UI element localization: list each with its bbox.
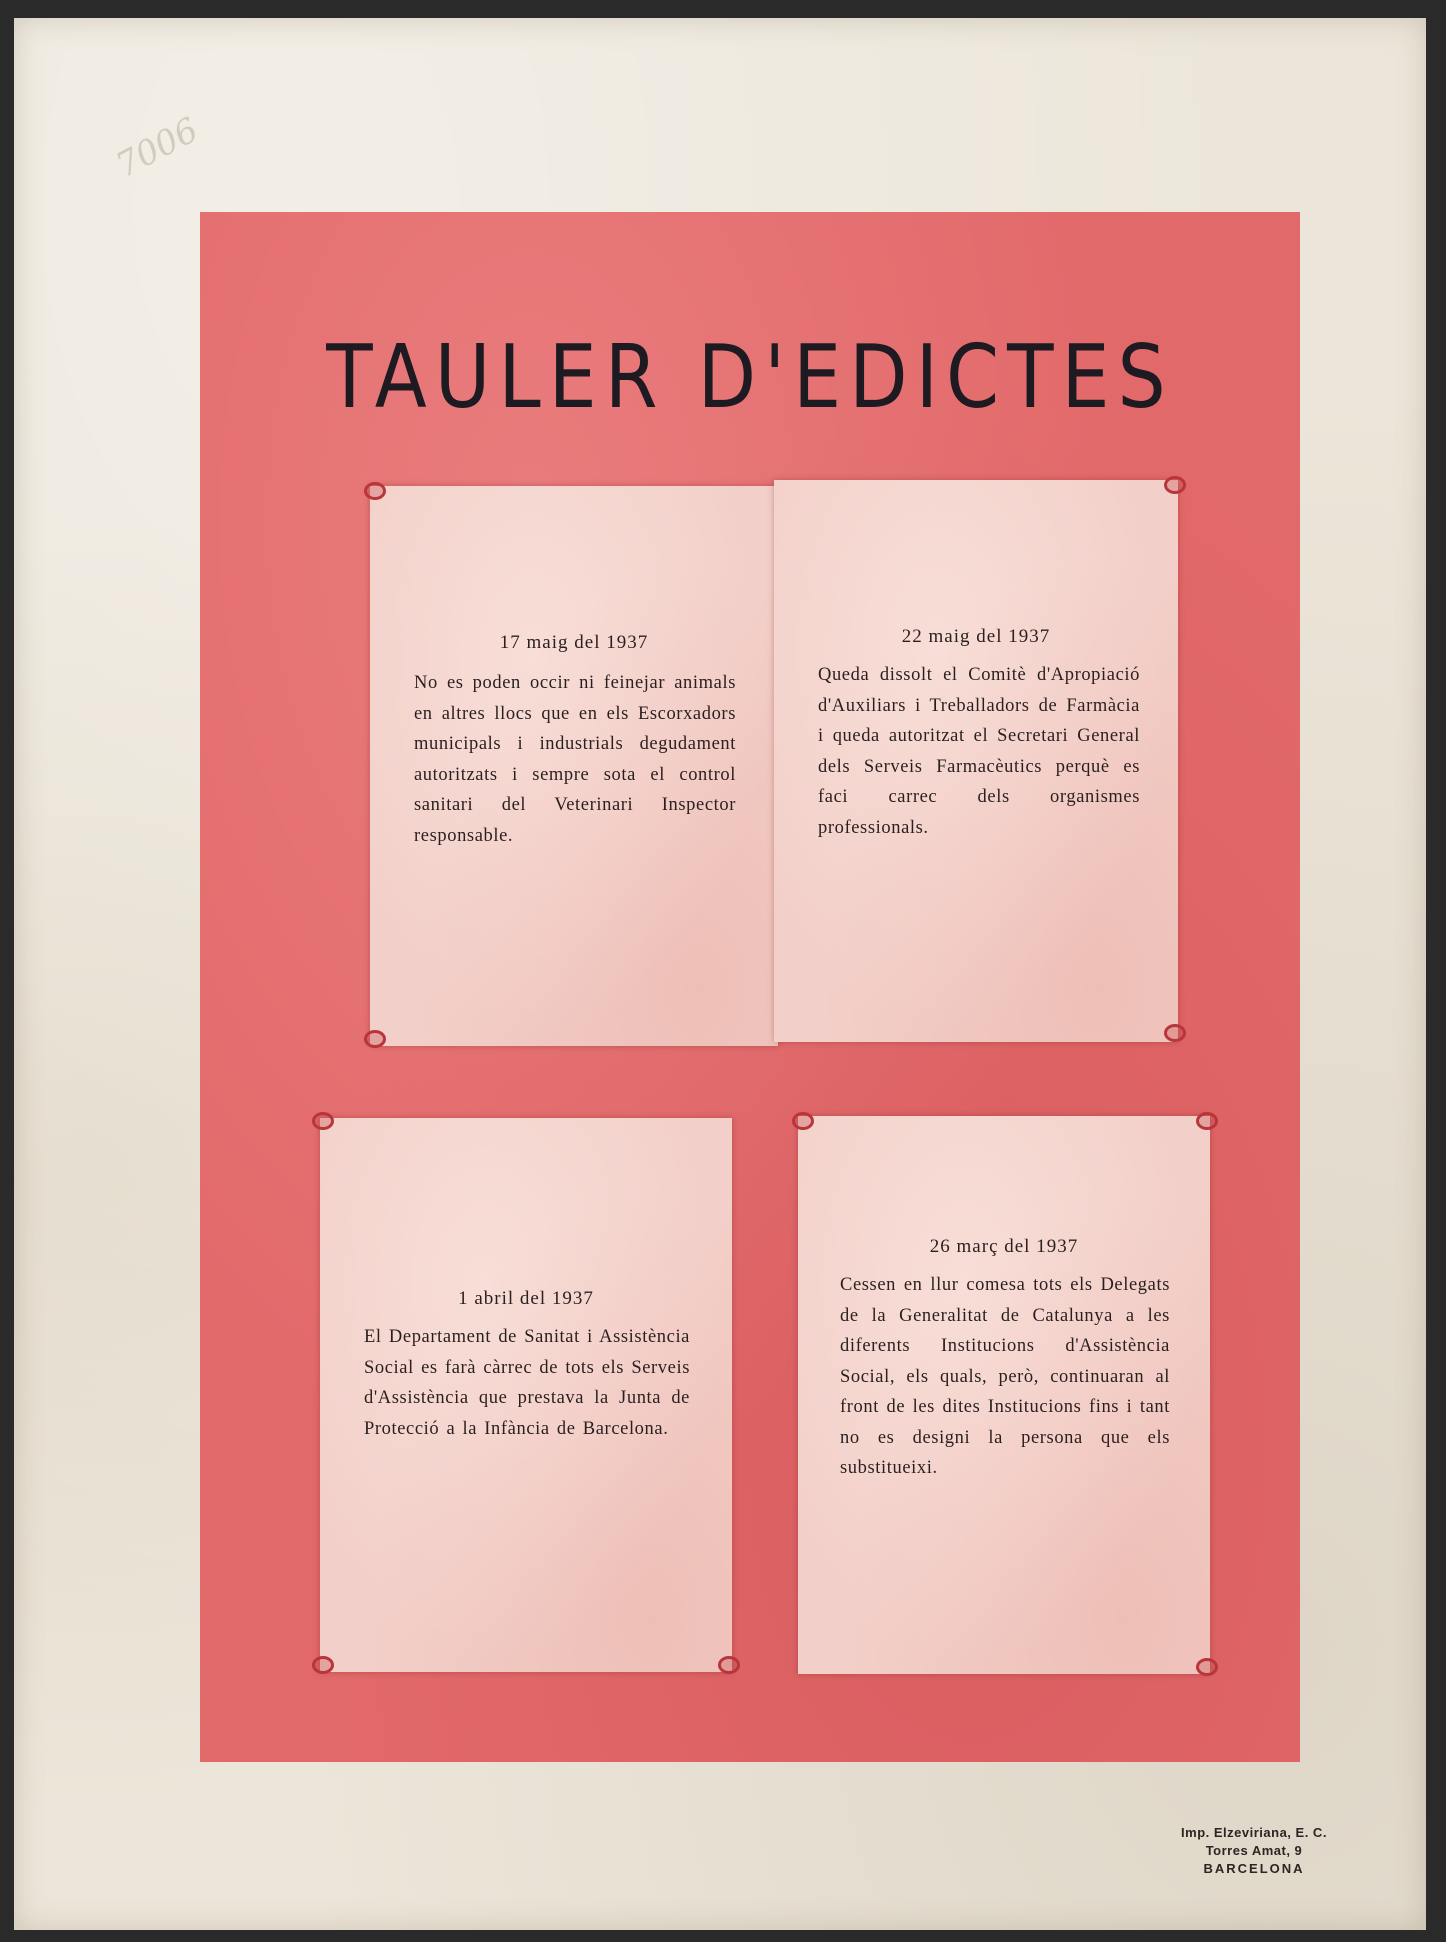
printer-imprint bbox=[1146, 1824, 1362, 1878]
board-title: TAULER D'EDICTES bbox=[326, 325, 1174, 428]
pin-icon bbox=[1164, 476, 1186, 494]
pin-icon bbox=[1196, 1112, 1218, 1130]
handwritten-archive-number: 7006 bbox=[109, 110, 205, 186]
pin-icon bbox=[364, 1030, 386, 1048]
pin-icon bbox=[312, 1656, 334, 1674]
pin-icon bbox=[1164, 1024, 1186, 1042]
imprint-street: Torres Amat, 9 bbox=[1205, 1843, 1303, 1858]
imprint-printer: Imp. Elzeviriana, E. C. bbox=[1181, 1825, 1327, 1840]
edict-text: No es poden occir ni feinejar animals en altres llocs que en els Escorxadors municipals i industrials degudament autoritzats i sempre sota el control sanitari del Veterinari Inspector responsable. bbox=[414, 673, 736, 846]
pin-icon bbox=[718, 1656, 740, 1674]
imprint-city: BARCELONA bbox=[1203, 1861, 1305, 1876]
pin-icon bbox=[312, 1112, 334, 1130]
edict-text: El Departament de Sanitat i Assistència Social es farà càrrec de tots els Serveis d'Assistència que prestava la Junta de Protecció a la Infància de Barcelona. bbox=[364, 1327, 690, 1439]
pin-icon bbox=[364, 482, 386, 500]
edict-text: Queda dissolt el Comitè d'Apropiació d'Auxiliars i Treballadors de Farmàcia i queda autoritzat el Secretari General dels Serveis Farmacèutics perquè es faci carrec dels organismes professionals. bbox=[818, 665, 1140, 838]
edict-date: 26 març del 1937 bbox=[929, 1236, 1079, 1257]
edict-notice-2 bbox=[774, 480, 1178, 1042]
notice-board bbox=[200, 212, 1300, 1762]
pin-icon bbox=[1196, 1658, 1218, 1676]
edict-date: 22 maig del 1937 bbox=[901, 626, 1051, 647]
edict-text: Cessen en llur comesa tots els Delegats de la Generalitat de Catalunya a les diferents Institucions d'Assistència Social, els quals, però, continuaran al front de les dites Institucions fins i tant no es designi la persona que els substitueixi. bbox=[840, 1275, 1170, 1478]
edict-date: 17 maig del 1937 bbox=[499, 632, 649, 653]
edict-notice-1 bbox=[370, 486, 778, 1046]
edict-date: 1 abril del 1937 bbox=[458, 1288, 594, 1309]
pin-icon bbox=[792, 1112, 814, 1130]
magazine-back-cover bbox=[14, 18, 1426, 1930]
edict-notice-4 bbox=[798, 1116, 1210, 1674]
edict-notice-3 bbox=[320, 1118, 732, 1672]
